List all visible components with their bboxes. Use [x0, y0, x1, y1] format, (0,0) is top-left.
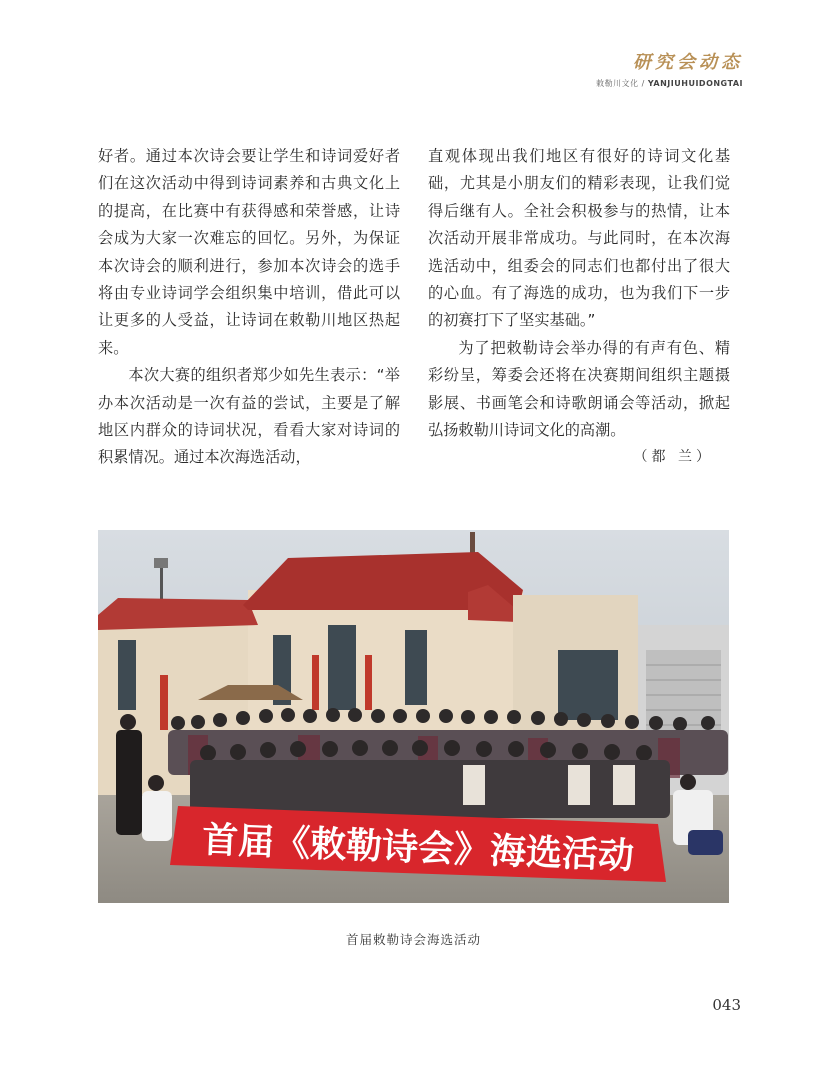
paragraph: 为了把敕勒诗会举办得的有声有色、精彩纷呈，筹委会还将在决赛期间组织主题摄影展、书画笔会和诗歌朗诵会等活动，掀起弘扬敕勒川诗词文化的高潮。 [428, 338, 730, 440]
banner-text: 首届《敕勒诗会》海选活动 [201, 819, 635, 878]
paragraph: 本次大赛的组织者郑少如先生表示：“举办本次活动是一次有益的尝试，主要是了解地区内群众的诗词状况，看看大家对诗词的积累情况。通过本次海选活动， [98, 366, 400, 467]
section-header [596, 48, 743, 89]
page-number: 043 [712, 996, 741, 1014]
author-signature: （都 兰） [633, 449, 714, 466]
photo-caption: 首届敕勒诗会海选活动 [345, 932, 481, 947]
section-title: 研究会动态 [633, 52, 743, 73]
group-photo [98, 530, 729, 903]
article-left-column [98, 143, 400, 472]
subtitle-cn: 敕勒川文化 [596, 79, 639, 88]
subtitle-separator: / [638, 79, 648, 88]
article-right-column [428, 143, 730, 472]
section-subtitle [596, 78, 743, 89]
paragraph: 好者。通过本次诗会要让学生和诗词爱好者们在这次活动中得到诗词素养和古典文化上的提高，在比赛中有获得感和荣誉感，让诗会成为大家一次难忘的回忆。另外，为保证本次诗会的顺利进行，参加本次诗会的选手将由专业诗词学会组织集中培训，借此可以让更多的人受益，让诗词在敕勒川地区热起来。 [98, 147, 400, 357]
group-photo-illustration [98, 530, 729, 903]
paragraph: 直观体现出我们地区有很好的诗词文化基础，尤其是小朋友们的精彩表现，让我们觉得后继有人。全社会积极参与的热情，让本次活动开展非常成功。与此同时，在本次海选活动中，组委会的同志们也都付出了很大的心血。有了海选的成功，也为我们下一步的初赛打下了坚实基础。” [428, 147, 730, 330]
subtitle-en: YANJIUHUIDONGTAI [647, 79, 743, 88]
